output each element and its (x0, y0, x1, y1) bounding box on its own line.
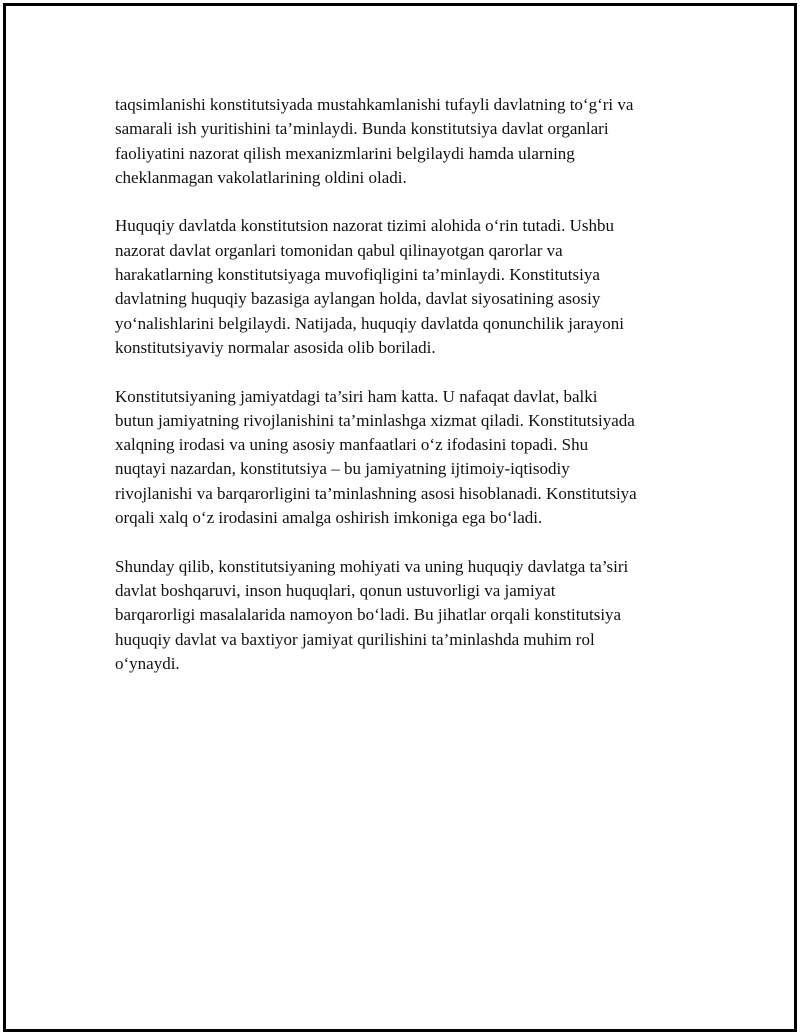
text-line: konstitutsiyaviy normalar asosida olib boriladi. (115, 337, 436, 357)
text-line: nuqtayi nazardan, konstitutsiya – bu jamiyatning ijtimoiy-iqtisodiy (115, 459, 570, 479)
text-line: cheklanmagan vakolatlarining oldini oladi. (115, 167, 407, 187)
text-line: davlatning huquqiy bazasiga aylangan holda, davlat siyosatining asosiy (115, 289, 601, 309)
text-line: taqsimlanishi konstitutsiyada mustahkamlanishi tufayli davlatning to‘g‘ri va (115, 95, 634, 114)
text-line: Konstitutsiyaning jamiyatdagi ta’siri ham katta. U nafaqat davlat, balki (115, 386, 598, 406)
paragraph-3 (115, 385, 705, 531)
text-line: o‘ynaydi. (115, 653, 180, 673)
text-line: Huquqiy davlatda konstitutsion nazorat tizimi alohida o‘rin tutadi. Ushbu (115, 216, 615, 236)
document-body (115, 93, 705, 700)
text-line: davlat boshqaruvi, inson huquqlari, qonun ustuvorligi va jamiyat (115, 580, 556, 600)
text-line: barqarorligi masalalarida namoyon bo‘ladi. Bu jihatlar orqali konstitutsiya (115, 605, 622, 625)
text-line: butun jamiyatning rivojlanishini ta’minlashga xizmat qiladi. Konstitutsiyada (115, 410, 635, 430)
text-line: orqali xalq o‘z irodasini amalga oshirish imkoniga ega bo‘ladi. (115, 508, 543, 528)
text-line: xalqning irodasi va uning asosiy manfaatlari o‘z ifodasini topadi. Shu (115, 435, 589, 455)
text-line: nazorat davlat organlari tomonidan qabul qilinayotgan qarorlar va (115, 240, 563, 260)
text-line: yo‘nalishlarini belgilaydi. Natijada, huquqiy davlatda qonunchilik jarayoni (115, 313, 624, 333)
paragraph-2 (115, 214, 705, 360)
text-line: samarali ish yuritishini ta’minlaydi. Bunda konstitutsiya davlat organlari (115, 119, 609, 139)
text-line: Shunday qilib, konstitutsiyaning mohiyati va uning huquqiy davlatga ta’siri (115, 556, 629, 576)
paragraph-4 (115, 555, 705, 676)
text-line: huquqiy davlat va baxtiyor jamiyat qurilishini ta’minlashda muhim rol (115, 629, 595, 649)
text-line: harakatlarning konstitutsiyaga muvofiqligini ta’minlaydi. Konstitutsiya (115, 265, 600, 285)
text-line: rivojlanishi va barqarorligini ta’minlashning asosi hisoblanadi. Konstitutsiya (115, 483, 637, 503)
text-line: faoliyatini nazorat qilish mexanizmlarini belgilaydi hamda ularning (115, 143, 575, 163)
paragraph-1 (115, 93, 705, 190)
